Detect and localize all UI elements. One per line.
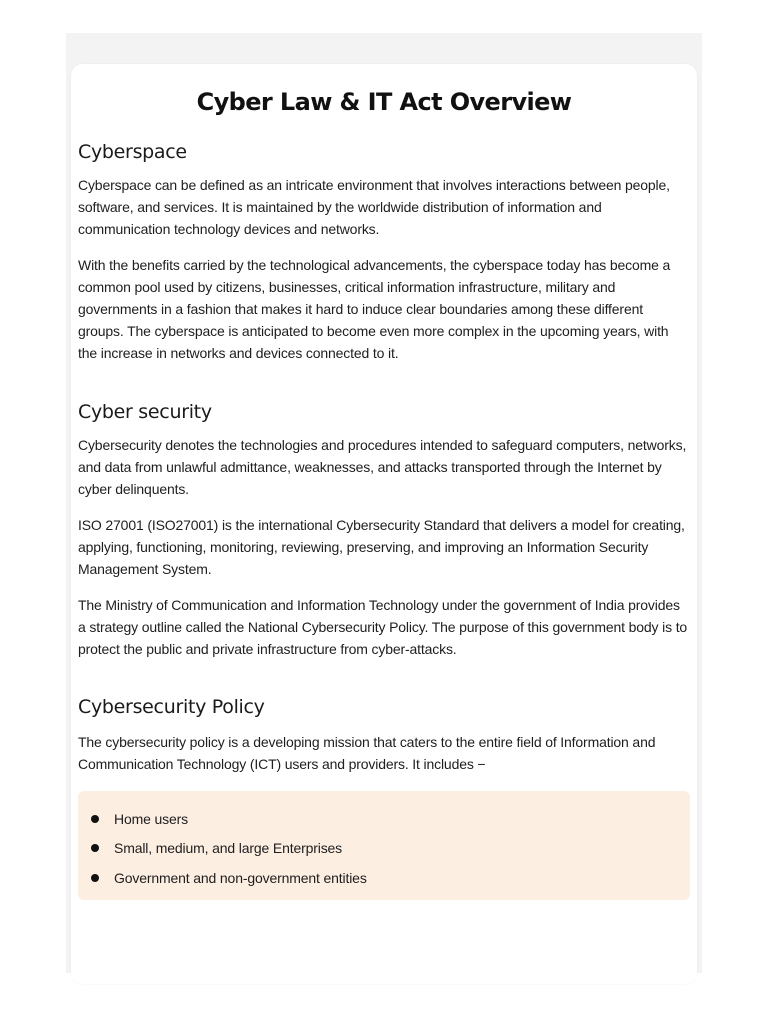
section-heading-cybersecurity-policy: Cybersecurity Policy xyxy=(78,696,265,718)
paragraph-policy-intro: The cybersecurity policy is a developing mission that caters to the entire field of Information and Communication Technology (ICT) users and providers. It includes − xyxy=(78,734,656,772)
section-heading-cyber-security: Cyber security xyxy=(78,401,212,423)
list-item xyxy=(91,834,690,864)
paragraph-national-policy: The Ministry of Communication and Information Technology under the government of India provides a strategy outline called the National Cybersecurity Policy. The purpose of this government body is to protect the public and private infrastructure from cyber-attacks. xyxy=(78,597,688,657)
bullet-icon xyxy=(91,874,99,882)
paragraph-iso-27001: ISO 27001 (ISO27001) is the international Cybersecurity Standard that delivers a model for creating, applying, functioning, monitoring, reviewing, preserving, and improving an Information Security Management System. xyxy=(78,517,685,577)
list-item-label: Government and non-government entities xyxy=(114,869,367,886)
paragraph-cyberspace-definition: Cyberspace can be defined as an intricate environment that involves interactions between people, software, and services. It is maintained by the worldwide distribution of information and communication technology devices and networks. xyxy=(78,177,670,237)
paragraph-cybersecurity-definition: Cybersecurity denotes the technologies and procedures intended to safeguard computers, networks, and data from unlawful admittance, weaknesses, and attacks transported through the Internet by cyber delinquents. xyxy=(78,437,687,497)
list-item xyxy=(91,863,690,893)
document-content xyxy=(78,64,690,900)
list-item xyxy=(91,804,690,834)
bullet-icon xyxy=(91,844,99,852)
page-title: Cyber Law & IT Act Overview xyxy=(196,88,572,116)
paragraph-cyberspace-benefits: With the benefits carried by the technological advancements, the cyberspace today has become a common pool used by citizens, businesses, critical information infrastructure, military and governments in a fashion that makes it hard to induce clear boundaries among these different groups. The cyberspace is anticipated to become even more complex in the upcoming years, with the increase in networks and devices connected to it. xyxy=(78,257,671,361)
list-item-label: Small, medium, and large Enterprises xyxy=(114,840,343,857)
policy-list-box xyxy=(78,791,690,900)
document-card xyxy=(71,64,697,984)
section-heading-cyberspace: Cyberspace xyxy=(78,141,187,163)
bullet-icon xyxy=(91,815,99,823)
page-frame xyxy=(66,33,702,973)
list-item-label: Home users xyxy=(114,810,188,827)
